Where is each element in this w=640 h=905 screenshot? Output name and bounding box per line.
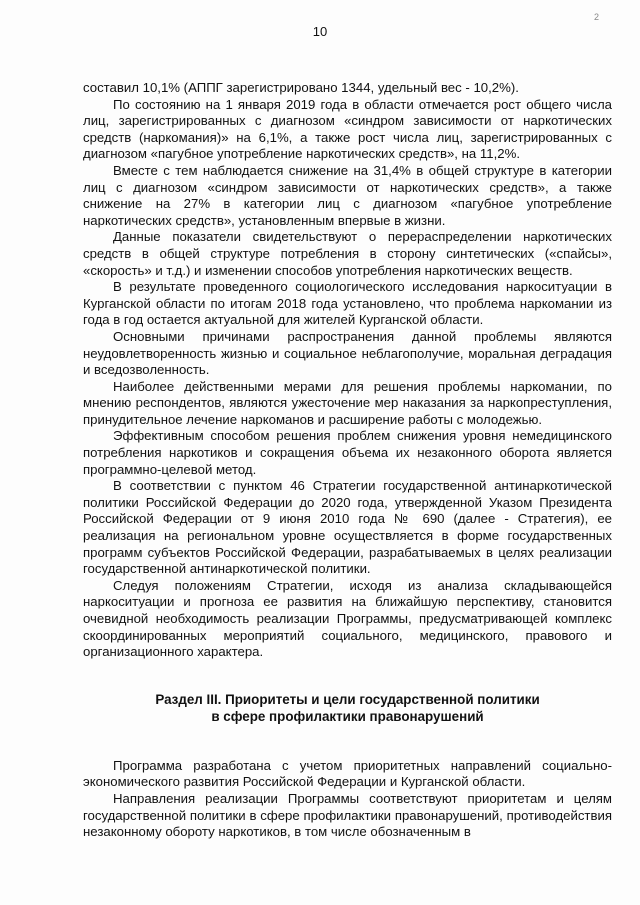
paragraph: Данные показатели свидетельствуют о перераспределении наркотических средств в общей структуре потребления в сторону синтетических («спайсы», «скорость» и т.д.) и изменении способов употребления наркотических веществ. <box>83 229 612 278</box>
paragraph: В результате проведенного социологического исследования наркоситуации в Курганской области по итогам 2018 года установлено, что проблема наркомании из года в год остается актуальной для жителей Курганской области. <box>83 279 612 328</box>
document-body <box>83 80 612 841</box>
section-heading <box>83 691 612 725</box>
paragraph: составил 10,1% (АППГ зарегистрировано 1344, удельный вес - 10,2%). <box>83 80 519 95</box>
paragraph: Эффективным способом решения проблем снижения уровня немедицинского потребления наркотиков и сокращения объема их незаконного оборота является программно-целевой метод. <box>83 428 612 477</box>
page-number: 10 <box>312 24 328 39</box>
paragraph: Программа разработана с учетом приоритетных направлений социально-экономического развития Российской Федерации и Курганской области. <box>83 757 612 790</box>
paragraph: По состоянию на 1 января 2019 года в области отмечается рост общего числа лиц, зарегистрированных с диагнозом «синдром зависимости от наркотических средств (наркомания)» на 6,1%, а также рост числа лиц, зарегистрированных с диагнозом «пагубное употребление наркотических средств», на 11,2%. <box>83 96 612 162</box>
paragraph: В соответствии с пунктом 46 Стратегии государственной антинаркотической политики Российской Федерации до 2020 года, утвержденной Указом Президента Российской Федерации от 9 июня 2010 года № 690 (далее - Стратегия), ее реализация на региональном уровне осуществляется в форме государственных программ субъектов Российской Федерации, разрабатываемых в целях реализации государственной антинаркотической политики. <box>83 478 612 577</box>
paragraph: Наиболее действенными мерами для решения проблемы наркомании, по мнению респондентов, являются ужесточение мер наказания за наркопреступления, принудительное лечение наркоманов и расширение работы с молодежью. <box>83 378 612 427</box>
paragraph: Следуя положениям Стратегии, исходя из анализа складывающейся наркоситуации и прогноза ее развития на ближайшую перспективу, становится очевидной необходимость реализации Программы, предусматривающей комплекс скоординированных мероприятий социального, медицинского, правового и организационного характера. <box>83 577 612 660</box>
section-heading-line-2: в сфере профилактики правонарушений <box>211 708 484 724</box>
paragraph: Направления реализации Программы соответствуют приоритетам и целям государственной политики в сфере профилактики правонарушений, противодействия незаконному обороту наркотиков, в том числе обозначенным в <box>83 790 612 840</box>
paragraph: Основными причинами распространения данной проблемы являются неудовлетворенность жизнью и социальное неблагополучие, моральная деградация и вседозволенность. <box>83 328 612 378</box>
paragraph: Вместе с тем наблюдается снижение на 31,4% в общей структуре в категории лиц с диагнозом «синдром зависимости от наркотических средств», а также снижение на 27% в категории лиц с диагнозом «пагубное употребление наркотических средств», установленным впервые в жизни. <box>83 162 612 228</box>
section-heading-line-1: Раздел III. Приоритеты и цели государственной политики <box>155 691 540 707</box>
corner-mark: 2 <box>594 12 600 22</box>
